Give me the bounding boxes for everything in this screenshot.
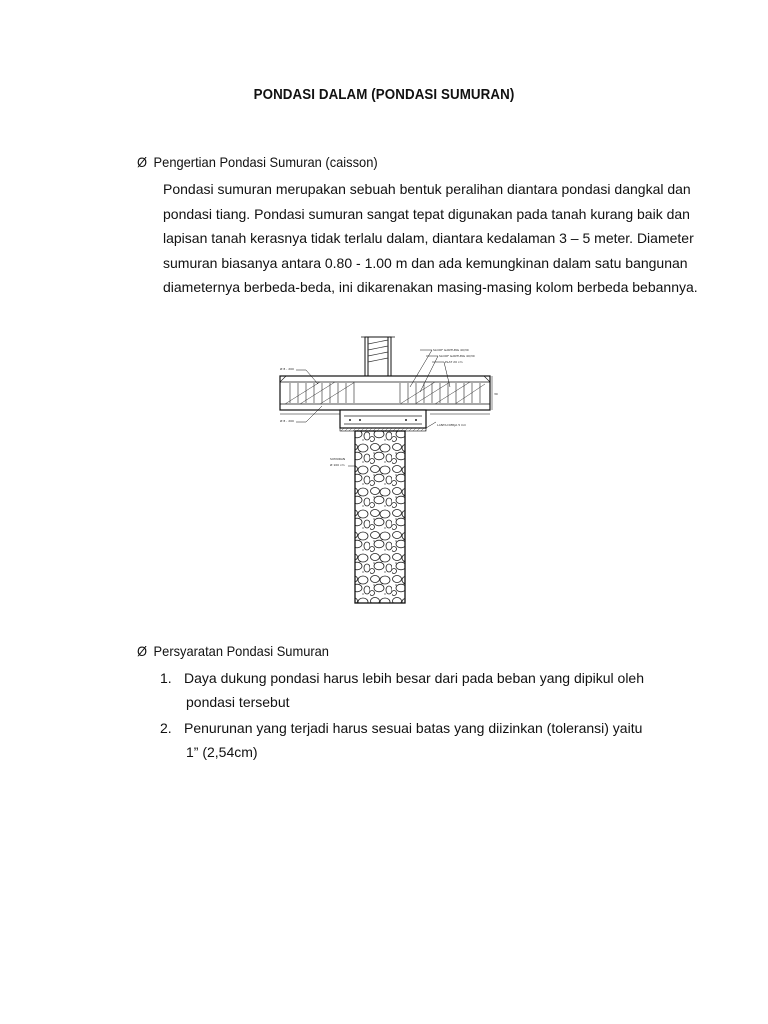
paragraph-line: diameternya berbeda-beda, ini dikarenakan masing-masing kolom berbeda bebannya. <box>163 279 698 296</box>
well-shaft <box>355 431 405 603</box>
requirement-text-continued: pondasi tersebut <box>186 694 290 710</box>
section-heading-text: Persyaratan Pondasi Sumuran <box>153 643 329 659</box>
section-heading-pengertian <box>137 154 378 170</box>
label-dimension: 30 <box>494 392 498 396</box>
section-heading-text: Pengertian Pondasi Sumuran (caisson) <box>153 154 378 170</box>
label-rebar-bottom: Ø 8 - 200 <box>280 419 294 423</box>
label-sumuran: SUMURAN <box>330 457 346 461</box>
page-title: PONDASI DALAM (PONDASI SUMURAN) <box>253 87 515 103</box>
requirement-text: Daya dukung pondasi harus lebih besar dari pada beban yang dipikul oleh <box>184 670 644 686</box>
pile-cap <box>340 410 426 431</box>
list-number: 1. <box>160 670 172 686</box>
list-number: 2. <box>160 720 172 736</box>
label-rebar-top: Ø 8 - 200 <box>280 367 294 371</box>
requirement-item-1 <box>160 666 644 714</box>
bullet-symbol: Ø <box>137 154 148 170</box>
label-diameter: Ø 100 cm <box>330 463 345 467</box>
label-lantai-kerja: LANTAI KERJA 5 Cm <box>437 423 467 427</box>
paragraph-line: pondasi tiang. Pondasi sumuran sangat tepat digunakan pada tanah kurang baik dan <box>163 205 690 222</box>
section-heading-persyaratan <box>137 643 329 659</box>
label-sloof-1: SLOOF GANTUNG 40/30 <box>433 348 469 352</box>
bullet-symbol: Ø <box>137 643 148 659</box>
requirement-text: Penurunan yang terjadi harus sesuai batas yang diizinkan (toleransi) yaitu <box>184 720 643 736</box>
paragraph-line: lapisan tanah kerasnya tidak terlalu dalam, diantara kedalaman 3 – 5 meter. Diameter <box>163 230 694 247</box>
foundation-section-drawing <box>260 332 510 610</box>
label-sloof-2: SLOOF GANTUNG 40/30 <box>439 354 475 358</box>
label-plat: PLAT 20 cm <box>445 360 463 364</box>
drawing-svg <box>260 332 510 610</box>
paragraph-line: Pondasi sumuran merupakan sebuah bentuk peralihan diantara pondasi dangkal dan <box>163 181 691 197</box>
requirement-text-continued: 1” (2,54cm) <box>186 744 258 760</box>
floor-slab <box>280 376 490 414</box>
definition-paragraph <box>163 177 698 300</box>
requirement-item-2 <box>160 716 642 764</box>
paragraph-line: sumuran biasanya antara 0.80 - 1.00 m dan ada kemungkinan dalam satu bangunan <box>163 254 688 271</box>
